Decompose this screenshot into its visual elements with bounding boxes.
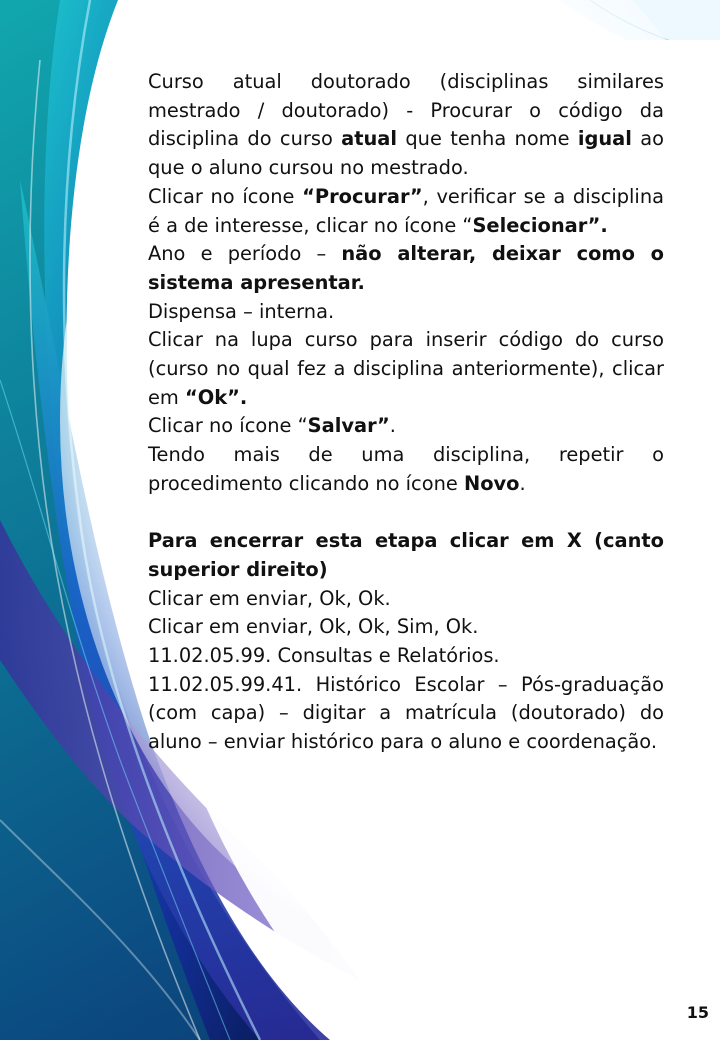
paragraph-clicar-salvar [148, 412, 664, 441]
paragraph-ano-periodo [148, 240, 664, 297]
text-run: 11.02.05.99. Consultas e Relatórios. [148, 644, 500, 668]
text-run: Dispensa – interna. [148, 299, 335, 323]
paragraph-historico [148, 671, 664, 757]
bold-text-run: Para encerrar esta etapa clicar em X (canto superior direito) [148, 529, 664, 581]
paragraph-enviar-sim [148, 613, 664, 642]
text-run: Clicar no ícone [148, 184, 303, 208]
text-run: que tenha nome [397, 127, 578, 151]
text-run: Clicar na lupa curso para inserir código do curso (curso no qual fez a disciplina anteriormente), clicar em [148, 328, 664, 409]
text-run: Ano e período – [148, 242, 342, 266]
page-number: 15 [686, 1003, 709, 1022]
document-body [148, 68, 664, 757]
bold-text-run: Salvar” [307, 414, 390, 438]
bold-text-run: “Procurar” [302, 184, 423, 208]
text-run: , verificar se a disciplina é a de interesse, clicar no ícone “ [148, 184, 664, 237]
paragraph-enviar-ok [148, 585, 664, 614]
paragraph-clicar-lupa [148, 326, 664, 412]
paragraph-curso-atual [148, 68, 664, 183]
bold-text-run: Selecionar”. [472, 213, 608, 237]
paragraph-consultas [148, 642, 664, 671]
text-run: Clicar em enviar, Ok, Ok, Sim, Ok. [148, 615, 479, 639]
text-run: . [389, 414, 396, 438]
bold-text-run: igual [577, 127, 632, 151]
text-run: 11.02.05.99.41. Histórico Escolar – Pós-graduação (com capa) – digitar a matrícula (doutorado) do aluno – enviar histórico para o aluno e coordenação. [148, 672, 664, 754]
paragraph-mais-disciplinas [148, 441, 664, 498]
bold-text-run: atual [341, 127, 398, 151]
paragraph-encerrar-etapa [148, 527, 664, 584]
text-run: Clicar no ícone “ [148, 414, 308, 438]
text-run: . [519, 471, 526, 495]
text-run: Clicar em enviar, Ok, Ok. [148, 586, 391, 610]
bold-text-run: “Ok”. [184, 385, 248, 409]
bold-text-run: não alterar, deixar como o sistema apresentar. [148, 242, 664, 294]
text-run: Tendo mais de uma disciplina, repetir o procedimento clicando no ícone [148, 443, 664, 495]
text-run: ao que o aluno cursou no mestrado. [148, 127, 664, 180]
bold-text-run: Novo [463, 471, 520, 495]
text-run: Curso atual doutorado (disciplinas similares mestrado / doutorado) - Procurar o código da disciplina do curso [148, 70, 664, 151]
paragraph-clicar-procurar [148, 183, 664, 240]
paragraph-dispensa [148, 298, 664, 327]
blank-line [148, 499, 664, 528]
